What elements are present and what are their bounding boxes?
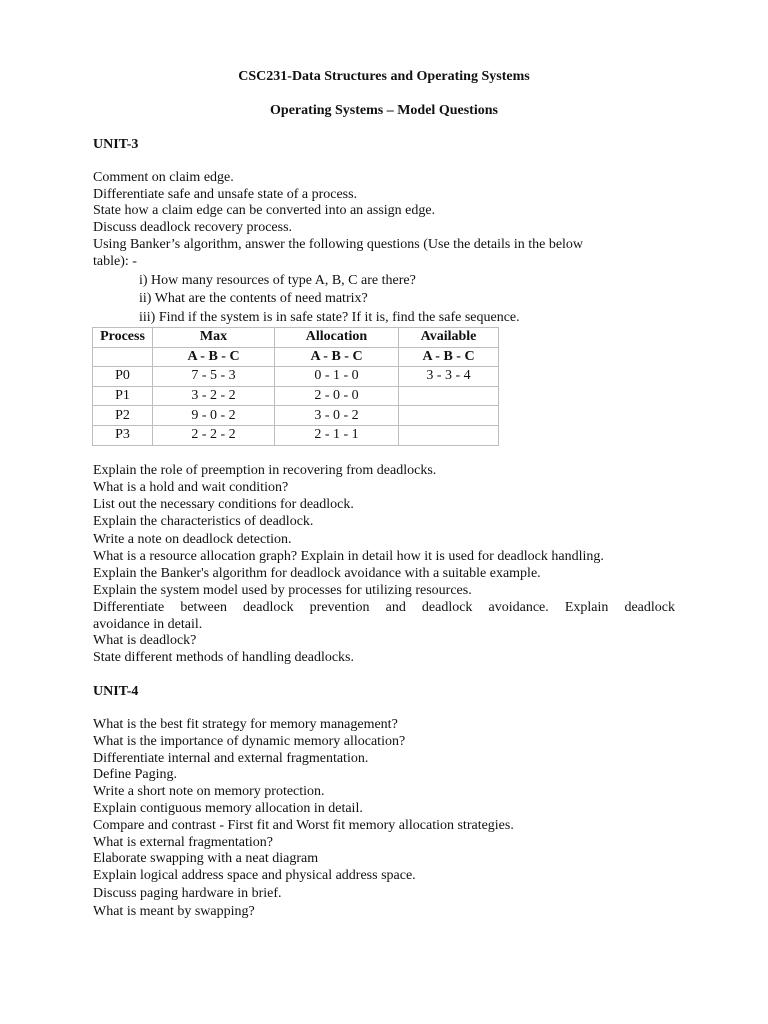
table-row <box>93 425 499 445</box>
unit4-question: What is external fragmentation? <box>93 835 273 850</box>
unit3-question: Differentiate safe and unsafe state of a process. <box>93 187 358 202</box>
unit4-question: What is the importance of dynamic memory allocation? <box>93 734 406 749</box>
course-title: CSC231-Data Structures and Operating Systems <box>238 69 530 84</box>
unit3-question: State different methods of handling deadlocks. <box>93 650 355 665</box>
table-subheader <box>93 347 153 367</box>
table-header: Max <box>153 328 275 348</box>
unit3-question: Explain the system model used by processes for utilizing resources. <box>93 583 472 598</box>
table-header-row <box>93 328 499 348</box>
unit3-question: Explain the Banker's algorithm for deadlock avoidance with a suitable example. <box>93 566 541 581</box>
unit4-question: Differentiate internal and external fragmentation. <box>93 751 369 766</box>
table-cell: 3 - 3 - 4 <box>399 367 499 387</box>
table-cell: 2 - 1 - 1 <box>275 425 399 445</box>
unit4-question: Define Paging. <box>93 767 177 782</box>
table-row <box>93 406 499 426</box>
unit3-question: Comment on claim edge. <box>93 170 234 185</box>
table-cell <box>399 425 499 445</box>
table-cell: 2 - 0 - 0 <box>275 386 399 406</box>
table-cell: 2 - 2 - 2 <box>153 425 275 445</box>
unit4-heading: UNIT-4 <box>93 684 139 699</box>
subquestion: iii) Find if the system is in safe state? If it is, find the safe sequence. <box>139 310 520 325</box>
table-row <box>93 367 499 387</box>
unit3-question: Explain the characteristics of deadlock. <box>93 514 314 529</box>
unit4-question: What is the best fit strategy for memory management? <box>93 717 398 732</box>
subquestion: i) How many resources of type A, B, C are there? <box>139 273 416 288</box>
table-subheader: A - B - C <box>399 347 499 367</box>
unit3-question: State how a claim edge can be converted into an assign edge. <box>93 203 436 218</box>
table-subheader-row <box>93 347 499 367</box>
table-cell: 0 - 1 - 0 <box>275 367 399 387</box>
bankers-table <box>92 327 499 446</box>
table-cell: P3 <box>93 425 153 445</box>
subquestion: ii) What are the contents of need matrix? <box>139 291 368 306</box>
unit3-question: Explain the role of preemption in recovering from deadlocks. <box>93 463 437 478</box>
unit3-question: List out the necessary conditions for deadlock. <box>93 497 354 512</box>
unit3-question: What is a resource allocation graph? Explain in detail how it is used for deadlock handling. <box>93 549 604 564</box>
table-header: Process <box>93 328 153 348</box>
table-header: Available <box>399 328 499 348</box>
table-subheader: A - B - C <box>153 347 275 367</box>
unit4-question: What is meant by swapping? <box>93 904 255 919</box>
unit3-question-justified: Differentiate between deadlock prevention and deadlock avoidance. Explain deadlock <box>93 600 675 615</box>
table-cell: 3 - 0 - 2 <box>275 406 399 426</box>
table-cell: 3 - 2 - 2 <box>153 386 275 406</box>
unit4-question: Explain contiguous memory allocation in detail. <box>93 801 363 816</box>
unit4-question: Elaborate swapping with a neat diagram <box>93 851 319 866</box>
table-cell: 9 - 0 - 2 <box>153 406 275 426</box>
unit3-question-cont: avoidance in detail. <box>93 617 203 632</box>
unit3-question: Using Banker’s algorithm, answer the following questions (Use the details in the below <box>93 237 584 252</box>
table-cell: 7 - 5 - 3 <box>153 367 275 387</box>
unit4-question: Compare and contrast - First fit and Worst fit memory allocation strategies. <box>93 818 514 833</box>
table-subheader: A - B - C <box>275 347 399 367</box>
unit3-question: What is a hold and wait condition? <box>93 480 289 495</box>
table-cell: P1 <box>93 386 153 406</box>
table-cell: P2 <box>93 406 153 426</box>
unit4-question: Discuss paging hardware in brief. <box>93 886 282 901</box>
table-cell <box>399 386 499 406</box>
document-title: Operating Systems – Model Questions <box>270 103 498 118</box>
unit3-question: What is deadlock? <box>93 633 197 648</box>
table-row <box>93 386 499 406</box>
table-cell: P0 <box>93 367 153 387</box>
table-header: Allocation <box>275 328 399 348</box>
unit3-question: Discuss deadlock recovery process. <box>93 220 293 235</box>
unit3-heading: UNIT-3 <box>93 137 139 152</box>
unit3-question: Write a note on deadlock detection. <box>93 532 292 547</box>
unit3-question-cont: table): - <box>93 254 137 269</box>
unit4-question: Write a short note on memory protection. <box>93 784 325 799</box>
unit4-question: Explain logical address space and physical address space. <box>93 868 416 883</box>
table-cell <box>399 406 499 426</box>
